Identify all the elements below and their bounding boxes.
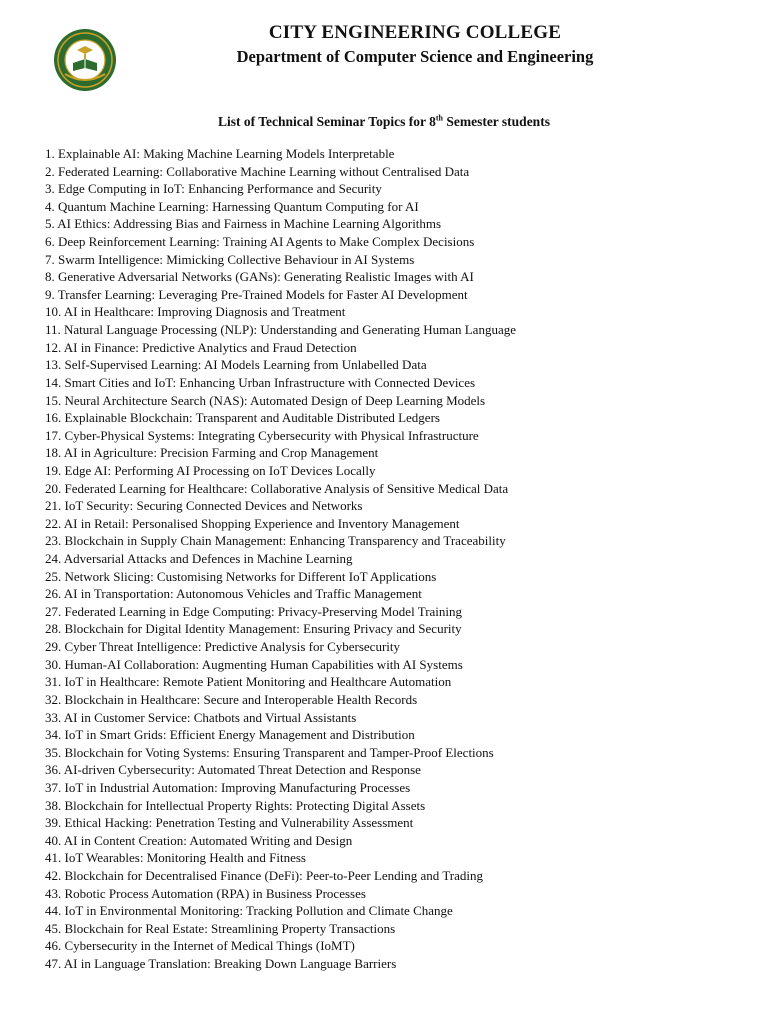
topic-item: 42. Blockchain for Decentralised Finance (DeFi): Peer-to-Peer Lending and Trading <box>45 867 484 883</box>
list-title-suffix: Semester students <box>442 114 550 129</box>
topic-item: 29. Cyber Threat Intelligence: Predictive Analysis for Cybersecurity <box>45 639 400 655</box>
list-title-text: List of Technical Seminar Topics for 8 <box>218 114 436 129</box>
topic-item: 16. Explainable Blockchain: Transparent and Auditable Distributed Ledgers <box>45 410 440 426</box>
topic-item: 10. AI in Healthcare: Improving Diagnosis and Treatment <box>45 304 346 320</box>
topic-item: 15. Neural Architecture Search (NAS): Automated Design of Deep Learning Models <box>45 392 486 408</box>
topic-item: 32. Blockchain in Healthcare: Secure and Interoperable Health Records <box>45 691 418 707</box>
topic-item: 34. IoT in Smart Grids: Efficient Energy Management and Distribution <box>45 727 415 743</box>
topic-item: 25. Network Slicing: Customising Networks for Different IoT Applications <box>45 568 437 584</box>
topic-item: 12. AI in Finance: Predictive Analytics and Fraud Detection <box>45 339 357 355</box>
college-emblem-icon <box>53 28 117 92</box>
topic-item: 4. Quantum Machine Learning: Harnessing Quantum Computing for AI <box>45 198 419 214</box>
topic-item: 11. Natural Language Processing (NLP): Understanding and Generating Human Language <box>45 322 516 338</box>
topic-item: 26. AI in Transportation: Autonomous Vehicles and Traffic Management <box>45 586 422 602</box>
topic-item: 47. AI in Language Translation: Breaking Down Language Barriers <box>45 956 397 972</box>
topic-item: 19. Edge AI: Performing AI Processing on IoT Devices Locally <box>45 462 376 478</box>
topic-item: 18. AI in Agriculture: Precision Farming and Crop Management <box>45 445 379 461</box>
topic-item: 38. Blockchain for Intellectual Property Rights: Protecting Digital Assets <box>45 797 426 813</box>
topic-item: 43. Robotic Process Automation (RPA) in Business Processes <box>45 885 366 901</box>
topic-item: 7. Swarm Intelligence: Mimicking Collective Behaviour in AI Systems <box>45 251 415 267</box>
topic-item: 33. AI in Customer Service: Chatbots and Virtual Assistants <box>45 709 357 725</box>
topic-item: 30. Human-AI Collaboration: Augmenting Human Capabilities with AI Systems <box>45 656 463 672</box>
topic-item: 3. Edge Computing in IoT: Enhancing Performance and Security <box>45 181 382 197</box>
topic-item: 14. Smart Cities and IoT: Enhancing Urban Infrastructure with Connected Devices <box>45 374 476 390</box>
topic-item: 36. AI-driven Cybersecurity: Automated Threat Detection and Response <box>45 762 421 778</box>
topic-item: 28. Blockchain for Digital Identity Management: Ensuring Privacy and Security <box>45 621 462 637</box>
topic-item: 46. Cybersecurity in the Internet of Medical Things (IoMT) <box>45 938 355 954</box>
topic-item: 22. AI in Retail: Personalised Shopping Experience and Inventory Management <box>45 515 460 531</box>
topic-item: 17. Cyber-Physical Systems: Integrating Cybersecurity with Physical Infrastructure <box>45 427 479 443</box>
topic-item: 45. Blockchain for Real Estate: Streamlining Property Transactions <box>45 920 396 936</box>
topic-item: 24. Adversarial Attacks and Defences in Machine Learning <box>45 551 353 567</box>
topic-item: 31. IoT in Healthcare: Remote Patient Monitoring and Healthcare Automation <box>45 674 452 690</box>
topic-item: 27. Federated Learning in Edge Computing: Privacy-Preserving Model Training <box>45 603 463 619</box>
topic-item: 1. Explainable AI: Making Machine Learning Models Interpretable <box>45 146 395 161</box>
topic-list <box>45 145 516 973</box>
college-name: CITY ENGINEERING COLLEGE <box>268 22 562 43</box>
topic-item: 40. AI in Content Creation: Automated Writing and Design <box>45 832 353 848</box>
topic-item: 23. Blockchain in Supply Chain Management: Enhancing Transparency and Traceability <box>45 533 506 549</box>
topic-item: 41. IoT Wearables: Monitoring Health and Fitness <box>45 850 306 866</box>
topic-item: 2. Federated Learning: Collaborative Machine Learning without Centralised Data <box>45 163 470 179</box>
topic-item: 13. Self-Supervised Learning: AI Models Learning from Unlabelled Data <box>45 357 427 373</box>
topic-item: 44. IoT in Environmental Monitoring: Tracking Pollution and Climate Change <box>45 903 453 919</box>
topic-item: 6. Deep Reinforcement Learning: Training AI Agents to Make Complex Decisions <box>45 234 475 250</box>
topic-item: 20. Federated Learning for Healthcare: Collaborative Analysis of Sensitive Medical Data <box>45 480 509 496</box>
department-name: Department of Computer Science and Engineering <box>236 47 594 66</box>
list-title <box>120 114 648 130</box>
list-title-ordinal: th <box>435 113 443 123</box>
topic-item: 9. Transfer Learning: Leveraging Pre-Trained Models for Faster AI Development <box>45 286 468 302</box>
topic-item: 39. Ethical Hacking: Penetration Testing and Vulnerability Assessment <box>45 815 414 831</box>
topic-item: 8. Generative Adversarial Networks (GANs): Generating Realistic Images with AI <box>45 269 474 285</box>
topic-item: 35. Blockchain for Voting Systems: Ensuring Transparent and Tamper-Proof Elections <box>45 744 494 760</box>
topic-item: 21. IoT Security: Securing Connected Devices and Networks <box>45 498 363 514</box>
topic-item: 5. AI Ethics: Addressing Bias and Fairness in Machine Learning Algorithms <box>45 216 442 232</box>
topic-item: 37. IoT in Industrial Automation: Improving Manufacturing Processes <box>45 779 411 795</box>
